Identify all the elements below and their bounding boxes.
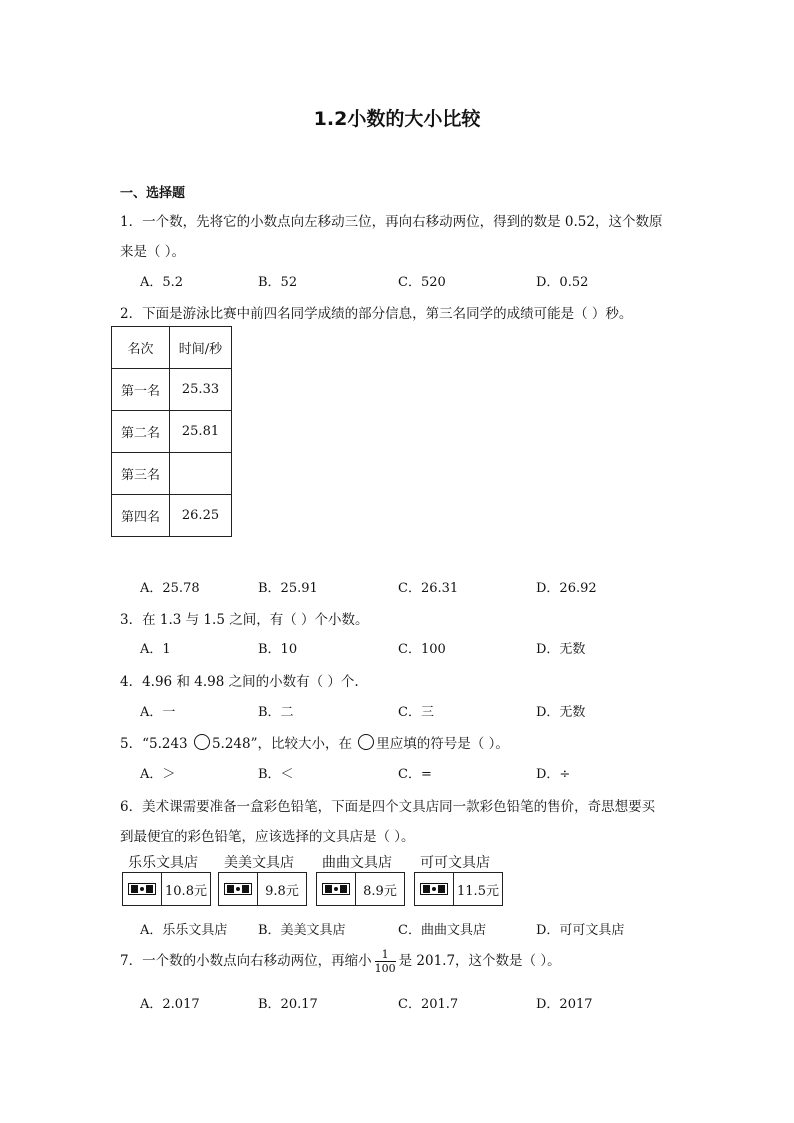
pencil-box-icon: [322, 883, 350, 895]
q7-text-part-2: 是 201.7，这个数是（ ）。: [398, 953, 561, 969]
q4-option-c[interactable]: C．三: [398, 705, 434, 720]
page-title: 1.2小数的大小比较: [313, 108, 481, 130]
q7-option-b[interactable]: B．20.17: [258, 997, 318, 1012]
question-7-text: [120, 948, 561, 975]
store-name: 可可文具店: [420, 855, 490, 871]
store-price-list: [122, 852, 512, 908]
table-cell-time-empty: [170, 453, 232, 495]
price-tag: [122, 872, 211, 906]
fraction-denominator: 100: [374, 962, 396, 975]
table-header-row: [112, 327, 232, 369]
q7-text-part-1: 7．一个数的小数点向右移动两位，再缩小: [120, 953, 372, 969]
table-cell-rank: 第二名: [112, 411, 170, 453]
q2-option-b[interactable]: B．25.91: [258, 581, 318, 596]
question-1-line-2: 来是（ ）。: [120, 244, 186, 260]
swim-results-table: [111, 326, 232, 537]
store-price: 8.9元: [363, 883, 397, 899]
q3-option-a[interactable]: A．1: [140, 642, 171, 657]
store-name: 美美文具店: [224, 855, 294, 871]
q5-option-a[interactable]: A．＞: [140, 767, 176, 782]
question-4-text: 4．4.96 和 4.98 之间的小数有（ ）个.: [120, 674, 359, 690]
price-tag: [218, 872, 307, 906]
q3-option-c[interactable]: C．100: [398, 642, 446, 657]
q5-text-part-1: 5．“5.243: [120, 736, 192, 752]
table-cell-rank: 第一名: [112, 369, 170, 411]
q1-option-d[interactable]: D．0.52: [536, 275, 589, 290]
table-header-time: 时间/秒: [170, 327, 232, 369]
table-row: [112, 453, 232, 495]
q4-option-d[interactable]: D．无数: [536, 705, 586, 720]
q1-option-b[interactable]: B．52: [258, 275, 298, 290]
q5-option-c[interactable]: C．=: [398, 767, 432, 782]
table-cell-rank: 第三名: [112, 453, 170, 495]
table-row: [112, 411, 232, 453]
pencil-box-icon: [224, 883, 252, 895]
q4-option-a[interactable]: A．一: [140, 705, 176, 720]
store-name: 曲曲文具店: [322, 855, 392, 871]
pencil-box-icon: [128, 883, 156, 895]
store-price: 10.8元: [165, 883, 207, 899]
q5-text-part-2: 5.248”，比较大小，在: [211, 736, 357, 752]
q6-option-b[interactable]: B．美美文具店: [258, 923, 346, 938]
question-3-text: 3．在 1.3 与 1.5 之间，有（ ）个小数。: [120, 612, 369, 628]
table-cell-time: 25.33: [170, 369, 232, 411]
table-cell-rank: 第四名: [112, 495, 170, 537]
table-cell-time: 25.81: [170, 411, 232, 453]
question-6-line-1: 6．美术课需要准备一盒彩色铅笔，下面是四个文具店同一款彩色铅笔的售价，奇思想要买: [120, 799, 656, 815]
fraction-numerator: 1: [375, 948, 396, 962]
table-header-rank: 名次: [112, 327, 170, 369]
store-price: 9.8元: [265, 883, 299, 899]
q3-option-d[interactable]: D．无数: [536, 642, 586, 657]
table-row: [112, 369, 232, 411]
q2-option-a[interactable]: A．25.78: [140, 581, 200, 596]
q3-option-b[interactable]: B．10: [258, 642, 298, 657]
q6-option-c[interactable]: C．曲曲文具店: [398, 923, 486, 938]
q7-option-c[interactable]: C．201.7: [398, 997, 459, 1012]
blank-circle-icon: [194, 734, 210, 750]
price-tag: [316, 872, 405, 906]
question-5-text: [120, 732, 509, 752]
q2-option-c[interactable]: C．26.31: [398, 581, 459, 596]
price-tag: [414, 872, 503, 906]
q1-option-a[interactable]: A．5.2: [140, 275, 184, 290]
q5-text-part-3: 里应填的符号是（ ）。: [376, 736, 509, 752]
q6-option-a[interactable]: A．乐乐文具店: [140, 923, 228, 938]
pencil-box-icon: [420, 883, 448, 895]
q4-option-b[interactable]: B．二: [258, 705, 294, 720]
question-1-line-1: 1．一个数，先将它的小数点向左移动三位，再向右移动两位，得到的数是 0.52，这个数原: [120, 214, 663, 230]
q2-option-d[interactable]: D．26.92: [536, 581, 597, 596]
fraction: [375, 948, 396, 975]
q5-option-b[interactable]: B．＜: [258, 767, 294, 782]
table-row: [112, 495, 232, 537]
question-2-text: 2．下面是游泳比赛中前四名同学成绩的部分信息，第三名同学的成绩可能是（ ）秒。: [120, 306, 633, 322]
table-cell-time: 26.25: [170, 495, 232, 537]
q7-option-d[interactable]: D．2017: [536, 997, 593, 1012]
question-6-line-2: 到最便宜的彩色铅笔，应该选择的文具店是（ ）。: [120, 829, 415, 845]
q1-option-c[interactable]: C．520: [398, 275, 446, 290]
blank-circle-icon: [358, 734, 374, 750]
q7-option-a[interactable]: A．2.017: [140, 997, 200, 1012]
store-price: 11.5元: [457, 883, 499, 899]
q6-option-d[interactable]: D．可可文具店: [536, 923, 625, 938]
q5-option-d[interactable]: D．÷: [536, 767, 571, 782]
section-heading: 一、选择题: [120, 186, 186, 201]
store-name: 乐乐文具店: [128, 855, 198, 871]
